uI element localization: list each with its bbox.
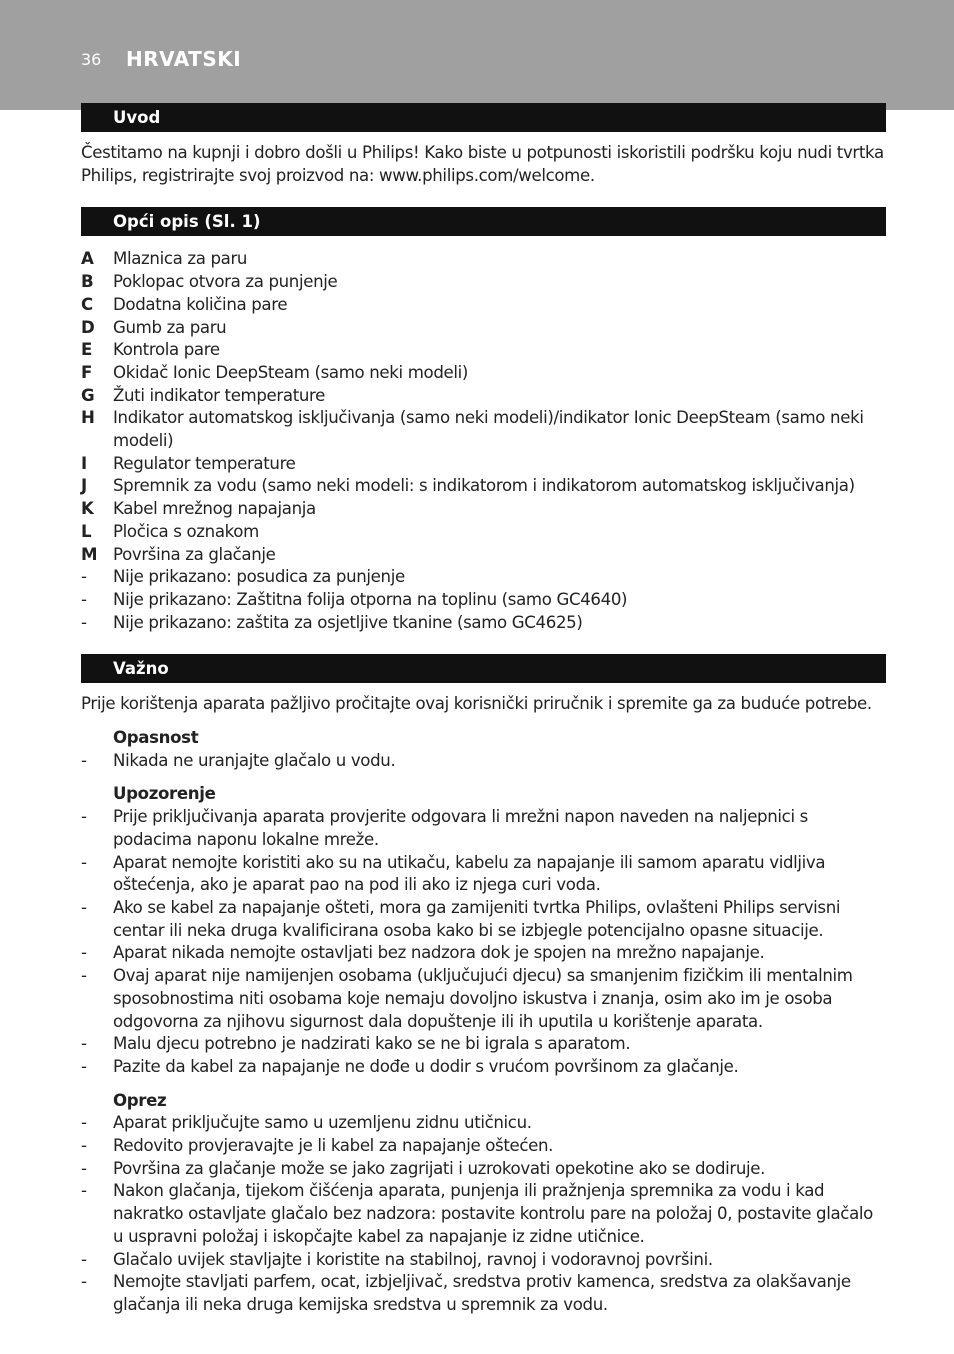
bullet-dash: - — [81, 852, 87, 872]
bullet-dash: - — [81, 1272, 87, 1292]
list-item — [81, 942, 886, 965]
list-item — [81, 1158, 886, 1181]
list-item-text: Malu djecu potrebno je nadzirati kako se ne bi igrala s aparatom. — [113, 1034, 631, 1054]
list-item — [81, 1249, 886, 1272]
list-item — [81, 566, 886, 589]
list-item-text: Aparat nemojte koristiti ako su na utikaču, kabelu za napajanje ili samom aparatu vidljiva oštećenja, ako je aparat pao na pod ili ako iz njega curi voda. — [113, 852, 826, 895]
bullet-dash: - — [81, 1249, 87, 1269]
list-item-text: Žuti indikator temperature — [113, 385, 325, 405]
list-item — [81, 612, 886, 635]
bullet-dash: - — [81, 1113, 87, 1133]
list-item-key: F — [81, 362, 92, 382]
list-item-key: - — [81, 589, 87, 609]
danger-list — [81, 750, 886, 773]
list-item — [81, 498, 886, 521]
list-item-text: Okidač Ionic DeepSteam (samo neki modeli) — [113, 362, 469, 382]
list-item-text: Površina za glačanje može se jako zagrijati i uzrokovati opekotine ako se dodiruje. — [113, 1158, 766, 1178]
list-item-text: Spremnik za vodu (samo neki modeli: s indikatorom i indikatorom automatskog isključivanja) — [113, 476, 855, 496]
list-item — [81, 521, 886, 544]
list-item-key: M — [81, 544, 98, 564]
list-item — [81, 362, 886, 385]
list-item-text: Glačalo uvijek stavljajte i koristite na stabilnoj, ravnoj i vodoravnoj površini. — [113, 1249, 713, 1269]
bullet-dash: - — [81, 1136, 87, 1156]
list-item — [81, 1135, 886, 1158]
list-item — [81, 852, 886, 897]
list-item-text: Indikator automatskog isključivanja (samo neki modeli)/indikator Ionic DeepSteam (samo neki modeli) — [113, 408, 864, 451]
list-item-key: A — [81, 249, 94, 269]
list-item — [81, 1180, 886, 1248]
list-item-text: Nemojte stavljati parfem, ocat, izbjeljivač, sredstva protiv kamenca, sredstva za olakšavanje glačanja ili neka druga kemijska sredstva u spremnik za vodu. — [113, 1272, 851, 1314]
bullet-dash: - — [81, 897, 87, 917]
list-item-key: G — [81, 385, 95, 405]
list-item-text: Pazite da kabel za napajanje ne dođe u dodir s vrućom površinom za glačanje. — [113, 1056, 739, 1076]
list-item — [81, 897, 886, 942]
page-header — [0, 0, 954, 110]
list-item-text: Prije priključivanja aparata provjerite odgovara li mrežni napon naveden na naljepnici s podacima naponu lokalne mreže. — [113, 807, 808, 849]
list-item-text: Nije prikazano: zaštita za osjetljive tkanine (samo GC4625) — [113, 612, 583, 632]
list-item — [81, 965, 886, 1033]
bullet-dash: - — [81, 1158, 87, 1178]
list-item-text: Aparat nikada nemojte ostavljati bez nadzora dok je spojen na mrežno napajanje. — [113, 943, 765, 963]
list-item — [81, 271, 886, 294]
section-heading-intro: Uvod — [81, 103, 886, 132]
list-item — [81, 475, 886, 498]
list-item-key: J — [81, 476, 87, 496]
list-item-text: Pločica s oznakom — [113, 521, 259, 541]
list-item — [81, 806, 886, 851]
list-item-text: Površina za glačanje — [113, 544, 276, 564]
list-item-text: Redovito provjeravajte je li kabel za napajanje oštećen. — [113, 1136, 554, 1156]
list-item-text: Poklopac otvora za punjenje — [113, 272, 338, 292]
list-item — [81, 385, 886, 408]
caution-heading: Oprez — [113, 1090, 167, 1110]
list-item — [81, 589, 886, 612]
list-item — [81, 544, 886, 567]
list-item-text: Ovaj aparat nije namijenjen osobama (uključujući djecu) sa smanjenim fizičkim ili mentalnim sposobnostima niti osobama koje nemaju dovoljno iskustva i znanja, osim ako im je osoba odgovorna za njihovu sigurnost dala dopuštenje ili ih uputila u korištenje aparata. — [113, 966, 853, 1031]
bullet-dash: - — [81, 1056, 87, 1076]
list-item-key: D — [81, 317, 95, 337]
bullet-dash: - — [81, 1034, 87, 1054]
section-heading-important: Važno — [81, 654, 886, 683]
list-item-text: Nakon glačanja, tijekom čišćenja aparata, punjenja ili pražnjenja spremnika za vodu i kad nakratko ostavljate glačalo bez nadzora: postavite kontrolu pare na položaj 0, postavite glačalo u uspravni položaj i iskopčajte kabel za napajanje iz zidne utičnice. — [113, 1181, 873, 1246]
list-item-text: Regulator temperature — [113, 453, 296, 473]
list-item-key: K — [81, 499, 94, 519]
list-item — [81, 294, 886, 317]
list-item — [81, 339, 886, 362]
list-item-key: C — [81, 294, 93, 314]
bullet-dash: - — [81, 943, 87, 963]
bullet-dash: - — [81, 966, 87, 986]
warning-heading: Upozorenje — [113, 784, 216, 804]
danger-heading: Opasnost — [113, 728, 199, 748]
list-item-text: Mlaznica za paru — [113, 249, 248, 269]
list-item-key: B — [81, 272, 94, 292]
intro-paragraph: Čestitamo na kupnji i dobro došli u Philips! Kako biste u potpunosti iskoristili podršku koju nudi tvrtka Philips, registrirajte svoj proizvod na: www.philips.com/welcome. — [81, 143, 884, 185]
bullet-dash: - — [81, 750, 87, 770]
list-item-key: I — [81, 453, 87, 473]
overview-list — [81, 248, 886, 634]
list-item — [81, 407, 886, 452]
page-number: 36 — [81, 50, 102, 69]
list-item-key: H — [81, 408, 95, 428]
list-item-text: Kontrola pare — [113, 340, 220, 360]
list-item-text: Nije prikazano: Zaštitna folija otporna na toplinu (samo GC4640) — [113, 589, 628, 609]
list-item-key: - — [81, 612, 87, 632]
language-title: HRVATSKI — [126, 47, 242, 71]
list-item — [81, 1112, 886, 1135]
list-item — [81, 317, 886, 340]
list-item-text: Nije prikazano: posudica za punjenje — [113, 567, 405, 587]
list-item-key: - — [81, 567, 87, 587]
section-heading-overview: Opći opis (Sl. 1) — [81, 207, 886, 236]
list-item-key: E — [81, 340, 92, 360]
page-content — [81, 103, 886, 1317]
list-item-text: Ako se kabel za napajanje ošteti, mora ga zamijeniti tvrtka Philips, ovlašteni Philips servisni centar ili neka druga kvalificirana osoba kako bi se izbjegle potencijalno opasne situacije. — [113, 897, 841, 940]
list-item-text: Kabel mrežnog napajanja — [113, 499, 316, 519]
bullet-dash: - — [81, 807, 87, 827]
list-item — [81, 1033, 886, 1056]
bullet-dash: - — [81, 1181, 87, 1201]
important-intro: Prije korištenja aparata pažljivo pročitajte ovaj korisnički priručnik i spremite ga za buduće potrebe. — [81, 694, 872, 714]
list-item-text: Aparat priključujte samo u uzemljenu zidnu utičnicu. — [113, 1113, 532, 1133]
caution-list — [81, 1112, 886, 1316]
list-item — [81, 1271, 886, 1316]
list-item-text: Gumb za paru — [113, 317, 227, 337]
list-item-text: Nikada ne uranjajte glačalo u vodu. — [113, 750, 396, 770]
list-item — [81, 1056, 886, 1079]
list-item — [81, 750, 886, 773]
list-item-text: Dodatna količina pare — [113, 294, 288, 314]
warning-list — [81, 806, 886, 1078]
list-item — [81, 453, 886, 476]
list-item — [81, 248, 886, 271]
list-item-key: L — [81, 521, 92, 541]
